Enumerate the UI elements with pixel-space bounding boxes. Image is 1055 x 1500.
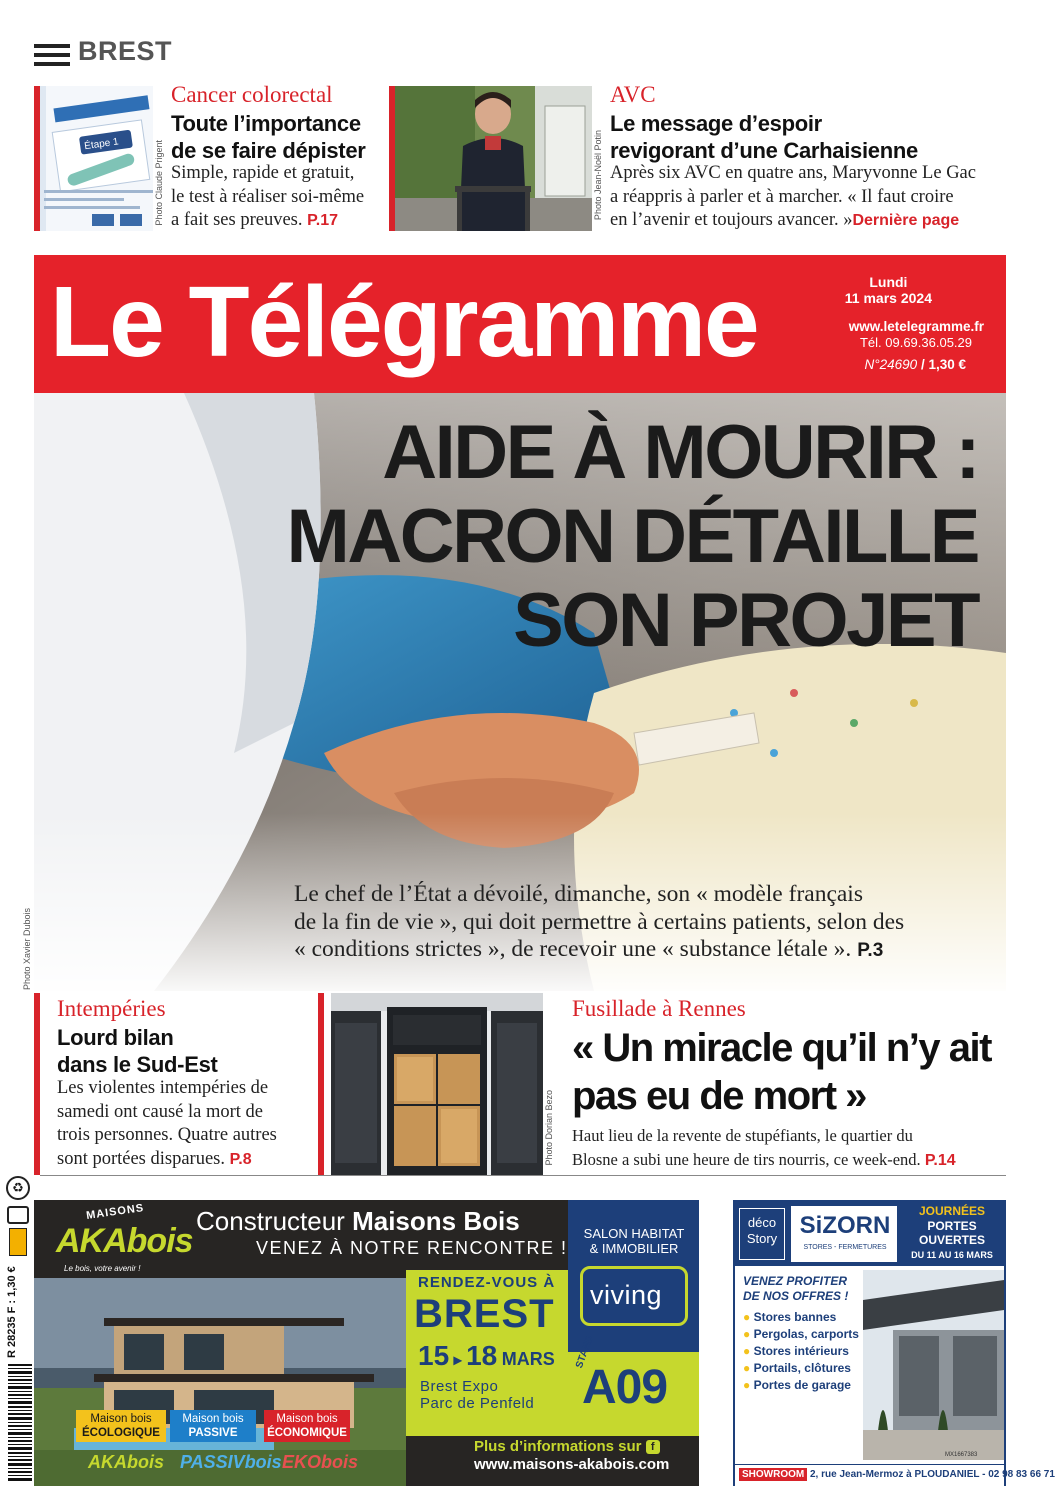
newspaper-logo[interactable]: Le Télégramme [50,266,758,378]
teaser-1-image-label: Étape 1 [83,136,120,153]
ad-brand-logo: AKAbois [56,1222,193,1260]
menu-icon[interactable] [34,44,70,66]
story-left-page[interactable]: P.8 [229,1150,252,1168]
ad-sizorn[interactable] [733,1200,1055,1486]
divider [40,1175,1006,1176]
qr-label-icon [9,1228,27,1256]
issue-number-price: N°24690 / 1,30 € [864,357,966,372]
story-right-text: Haut lieu de la revente de stupéfiants, le quartier du Blosne a subi une heure de tirs nourris, ce week-end. P.14 [572,1126,956,1169]
ad-ref: MX1667383 [945,1452,978,1458]
photo-credit: Photo Claude Prigent [154,140,164,226]
stand-number: A09 [582,1361,668,1414]
ad-akabois[interactable] [34,1200,699,1486]
open-days: JOURNÉES PORTES OUVERTES DU 11 AU 16 MARS [911,1204,993,1260]
story-left-kicker: Intempéries [57,996,166,1021]
teaser-2-title[interactable]: Le message d’espoir revigorant d’une Carhaisienne [610,111,918,163]
sizorn-sub: STORES - FERMETURES [803,1244,887,1251]
story-left-title[interactable]: Lourd bilan dans le Sud-Est [57,1025,218,1077]
photo-credit: Photo Xavier Dubois [22,908,32,991]
ad-brand-top: MAISONS [85,1201,145,1223]
stand-label: STAND [574,1334,596,1370]
teaser-2-text: Après six AVC en quatre ans, Maryvonne Le Gac a réappris à parler et à marcher. « Il faut croire en l’avenir et toujours avancer. »Dernière page [610,163,976,230]
badge-passive: Maison bois PASSIVE [170,1410,256,1442]
teaser-2-kicker: AVC [610,82,656,107]
hero-lead: Le chef de l’État a dévoilé, dimanche, son « modèle français de la fin de vie », qui doit permettre à certains patients, selon des « conditions strictes », de recevoir une « substance létale ». P.3 [294,881,905,962]
ad-slogan: Le bois, votre avenir ! [64,1264,141,1273]
teaser-1-page[interactable]: P.17 [307,212,338,229]
badge-economique: Maison bois ÉCONOMIQUE [264,1410,350,1442]
badge-ecologique: Maison bois ÉCOLOGIQUE [76,1410,166,1442]
photo-credit: Photo Jean-Noël Potin [593,130,603,221]
ad-info: Plus d’informations sur f [474,1438,660,1455]
story-right-page[interactable]: P.14 [924,1151,956,1169]
photo-credit: Photo Dorian Bezo [544,1090,554,1166]
teaser-1-text: Simple, rapide et gratuit, le test à réaliser soi-même a fait ses preuves. P.17 [171,163,365,230]
barcode [8,1362,32,1484]
teaser-1-photo[interactable] [40,86,153,231]
teaser-2-page[interactable]: Dernière page [852,212,960,229]
sizorn-logo: SiZORN [799,1212,891,1239]
offer-list: ● Stores bannes ● Pergolas, carports ● Stores intérieurs ● Portails, clôtures ● Portes de garage [743,1310,859,1392]
ad-venue: Brest Expo Parc de Penfeld [420,1378,535,1412]
showroom-address: SHOWROOM 2, rue Jean-Mermoz à PLOUDANIEL - 02 98 83 66 71 [735,1464,1004,1486]
ad-rdv: RENDEZ-VOUS À [418,1274,556,1291]
phone-number: Tél. 09.69.36.05.29 [859,335,972,350]
website-link[interactable]: www.letelegramme.fr [848,319,984,334]
masthead [34,255,1006,393]
facebook-icon[interactable]: f [646,1440,660,1454]
teaser-1-kicker: Cancer colorectal [171,82,333,107]
hero-section[interactable] [34,393,1006,991]
recycle-icon: ♻ [6,1176,30,1200]
deco-story-logo: déco Story [739,1208,785,1260]
teaser-1-title[interactable]: Toute l’importance de se faire dépister [171,111,366,163]
ad-city: BREST [414,1292,555,1336]
story-left-text: Les violentes intempéries de samedi ont causé la mort de trois personnes. Quatre autres sont portées disparues. P.8 [57,1078,277,1169]
ad-subhead: VENEZ À NOTRE RENCONTRE ! [256,1238,568,1258]
story-right-kicker: Fusillade à Rennes [572,996,746,1021]
ad-salon-label: SALON HABITAT & IMMOBILIER [583,1226,685,1256]
issue-date: Lundi 11 mars 2024 [844,274,932,306]
ad-headline: Constructeur Maisons Bois [196,1206,520,1236]
story-bar [34,993,40,1175]
logo-ekobois: EKObois [282,1452,359,1472]
logo-passivbois: PASSIVbois [180,1452,282,1472]
story-left-photo[interactable] [331,993,543,1175]
teaser-2-photo[interactable] [395,86,592,231]
ad-url[interactable]: www.maisons-akabois.com [474,1456,670,1473]
edition-city: BREST [78,36,173,66]
newspaper-icon [7,1206,29,1224]
pergola-photo [863,1270,1004,1460]
offer-title: VENEZ PROFITER DE NOS OFFRES ! [743,1274,849,1303]
barcode-code: R 28235 F : 1,30 € [6,1266,18,1358]
viving-text: viving [590,1280,663,1310]
hero-page[interactable]: P.3 [857,940,884,961]
logo-akabois: AKAbois [88,1452,164,1472]
story-bar [318,993,324,1175]
story-right-title[interactable]: « Un miracle qu’il n’y ait pas eu de mort » [572,1026,991,1118]
hero-headline[interactable]: AIDE À MOURIR : MACRON DÉTAILLE SON PROJET [286,410,978,663]
ad-dates: 15 ▸ 18 MARS [418,1340,555,1371]
